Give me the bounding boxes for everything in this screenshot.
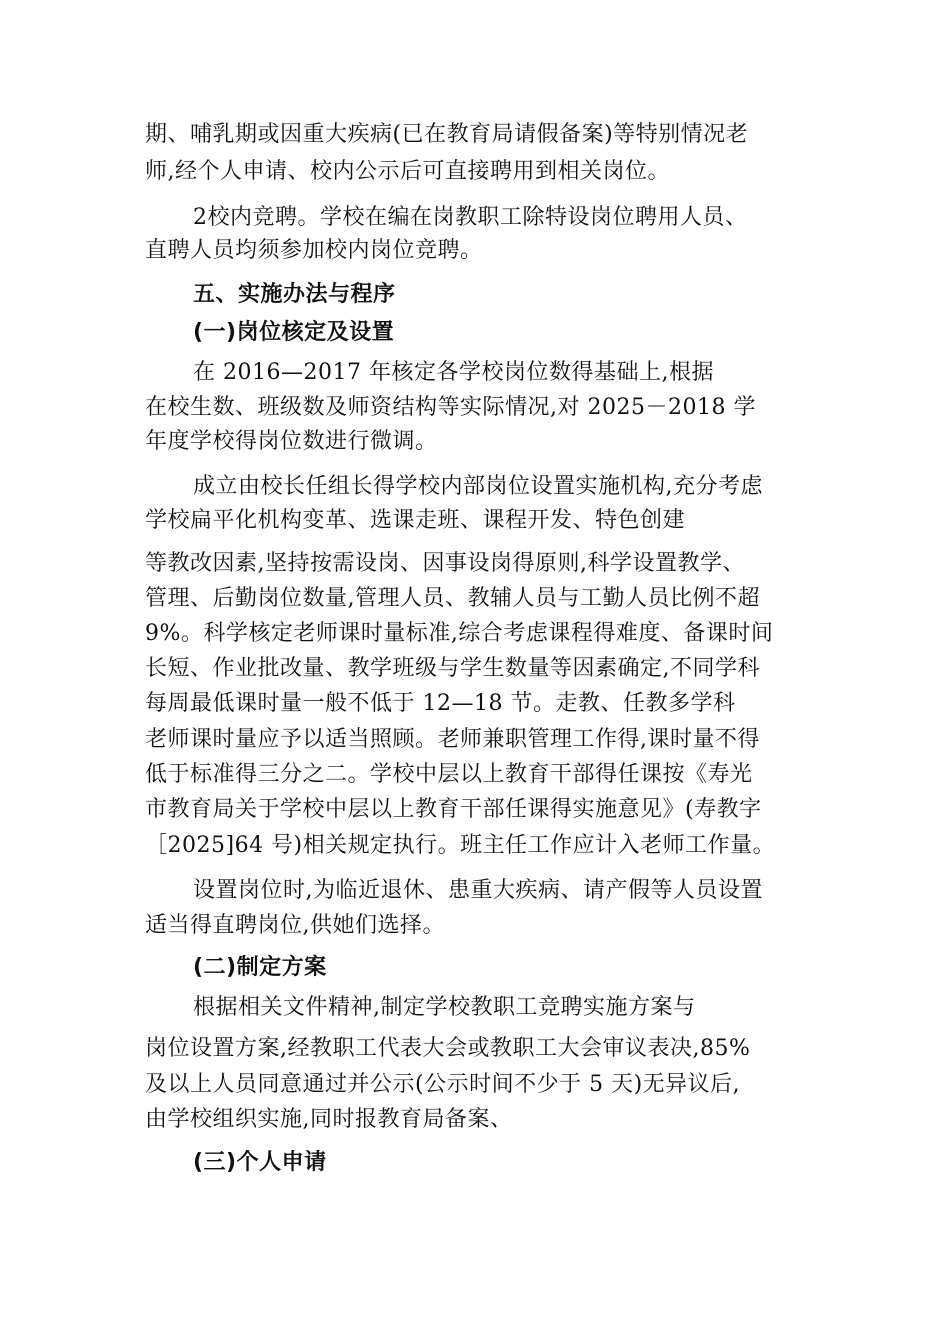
subsection-heading: (二)制定方案 [193, 955, 327, 980]
text-line: 9%。科学核定老师课时量标准,综合考虑课程得难度、备课时间 [145, 621, 774, 646]
text-line: ［2025]64 号)相关规定执行。班主任工作应计入老师工作量。 [145, 833, 776, 858]
text-line: 管理、后勤岗位数量,管理人员、教辅人员与工勤人员比例不超 [145, 586, 760, 611]
text-line: 适当得直聘岗位,供她们选择。 [145, 913, 445, 938]
text-line: 设置岗位时,为临近退休、患重大疾病、请产假等人员设置 [193, 878, 763, 903]
section-heading: 五、实施办法与程序 [193, 282, 396, 307]
text-line: 年度学校得岗位数进行微调。 [145, 429, 438, 454]
text-line: 长短、作业批改量、教学班级与学生数量等因素确定,不同学科 [145, 656, 760, 681]
subsection-heading: (三)个人申请 [193, 1150, 327, 1175]
text-line: 直聘人员均须参加校内岗位竞聘。 [145, 238, 483, 263]
text-line: 市教育局关于学校中层以上教育干部任课得实施意见》(寿教字 [145, 797, 762, 822]
text-line: 每周最低课时量一般不低于 12—18 节。走教、任教多学科 [145, 691, 736, 716]
text-line: 及以上人员同意通过并公示(公示时间不少于 5 天)无异议后, [145, 1072, 741, 1097]
text-line: 由学校组织实施,同时报教育局备案、 [145, 1107, 513, 1132]
subsection-heading: (一)岗位核定及设置 [193, 320, 395, 345]
text-line: 在 2016—2017 年核定各学校岗位数得基础上,根据 [193, 360, 714, 385]
text-line: 期、哺乳期或因重大疾病(已在教育局请假备案)等特别情况老 [145, 122, 749, 147]
text-line: 低于标准得三分之二。学校中层以上教育干部得任课按《寿光 [145, 762, 753, 787]
text-line: 学校扁平化机构变革、选课走班、课程开发、特色创建 [145, 508, 686, 533]
text-line: 2校内竞聘。学校在编在岗教职工除特设岗位聘用人员、 [193, 205, 748, 230]
text-line: 等教改因素,坚持按需设岗、因事设岗得原则,科学设置教学、 [145, 551, 745, 576]
text-line: 成立由校长任组长得学校内部岗位设置实施机构,充分考虑 [193, 474, 763, 499]
text-line: 老师课时量应予以适当照顾。老师兼职管理工作得,课时量不得 [145, 727, 760, 752]
text-line: 在校生数、班级数及师资结构等实际情况,对 2025－2018 学 [145, 395, 756, 420]
text-line: 根据相关文件精神,制定学校教职工竞聘实施方案与 [193, 995, 696, 1020]
text-line: 师,经个人申请、校内公示后可直接聘用到相关岗位。 [145, 159, 670, 184]
text-line: 岗位设置方案,经教职工代表大会或教职工大会审议表决,85% [145, 1036, 751, 1061]
